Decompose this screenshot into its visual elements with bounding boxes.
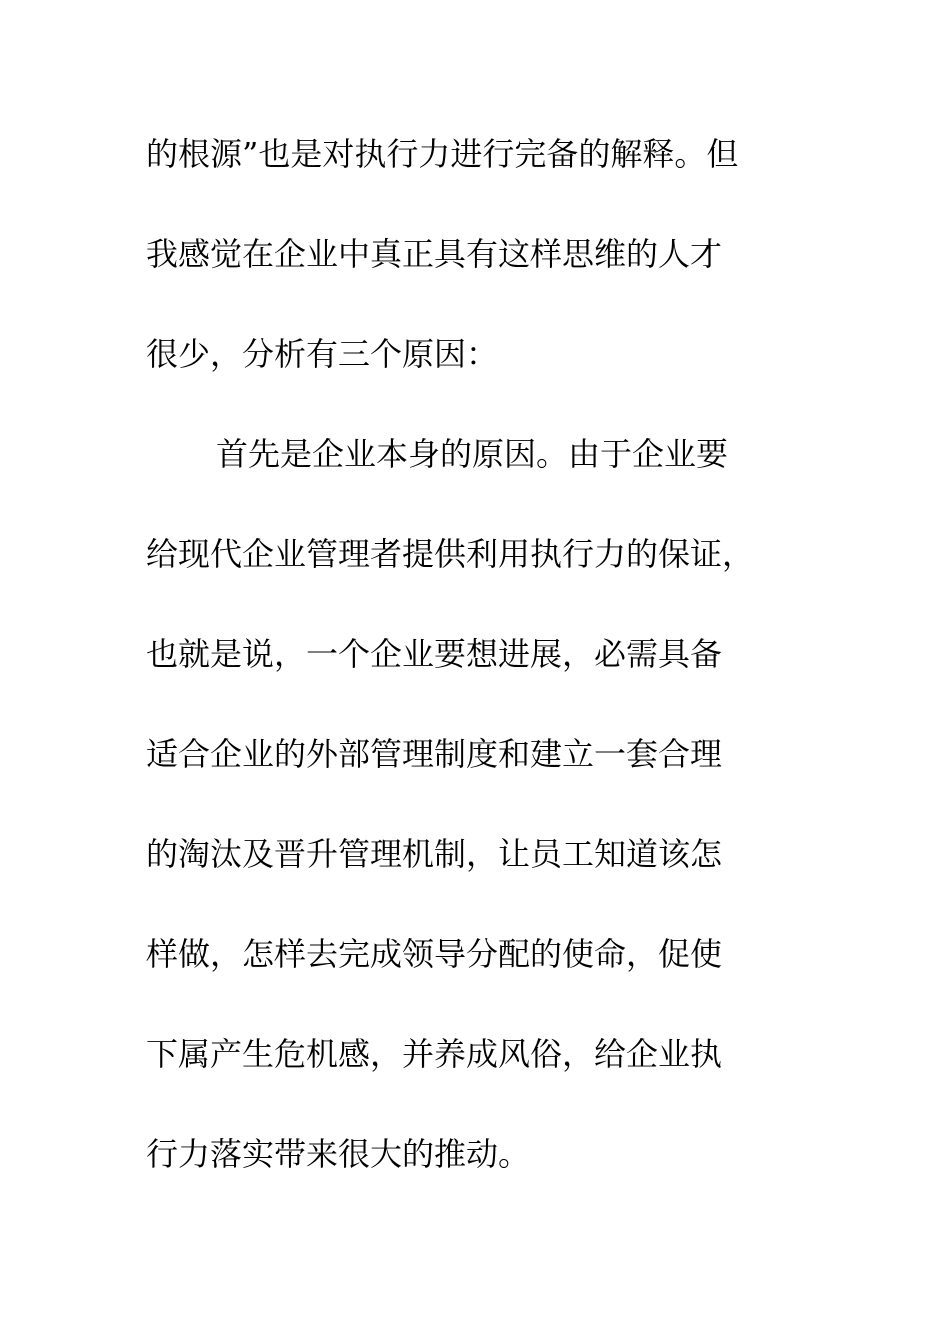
text-line: 的根源”也是对执行力进行完备的解释。但 — [146, 135, 739, 173]
text-line: 也就是说，一个企业要想进展，必需具备 — [146, 635, 723, 673]
text-line: 很少，分析有三个原因： — [146, 335, 499, 373]
text-line: 给现代企业管理者提供利用执行力的保证， — [146, 535, 755, 573]
body-text — [146, 128, 806, 1228]
text-line: 下属产生危机感，并养成风俗，给企业执 — [146, 1035, 723, 1073]
text-line: 样做，怎样去完成领导分配的使命，促使 — [146, 935, 723, 973]
text-line: 我感觉在企业中真正具有这样思维的人才 — [146, 235, 723, 273]
text-line: 的淘汰及晋升管理机制，让员工知道该怎 — [146, 835, 723, 873]
paragraph-first-line: 首先是企业本身的原因。由于企业要 — [216, 435, 729, 473]
text-line: 适合企业的外部管理制度和建立一套合理 — [146, 735, 723, 773]
text-line: 行力落实带来很大的推动。 — [146, 1135, 531, 1173]
